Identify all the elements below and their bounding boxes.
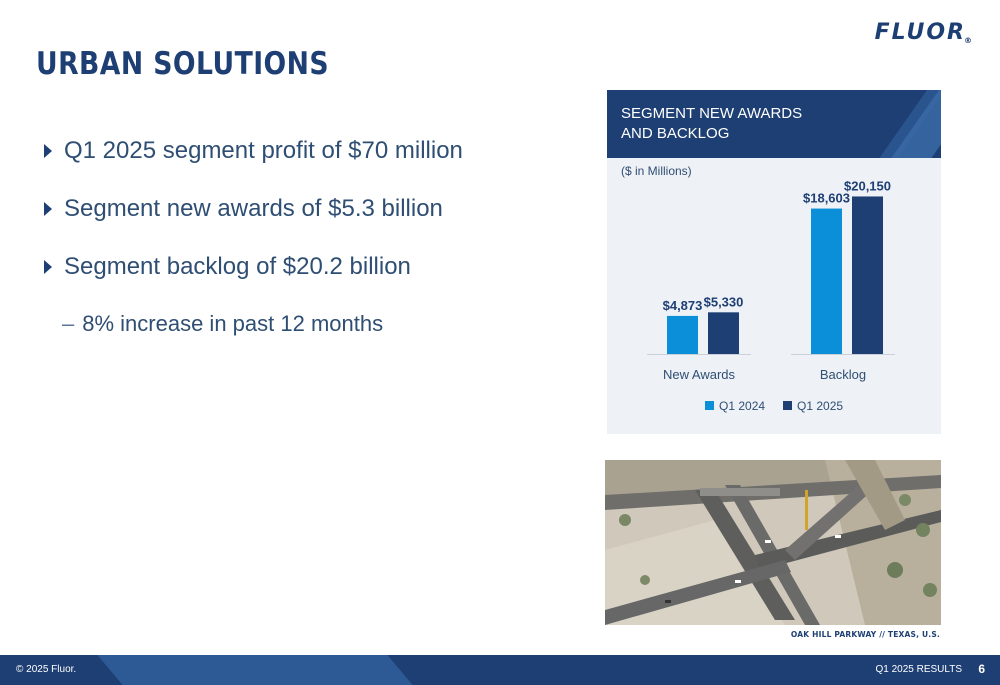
chart-panel — [607, 90, 941, 434]
footer-bar — [0, 655, 1000, 685]
copyright: © 2025 Fluor. — [16, 664, 77, 675]
report-label: Q1 2025 RESULTS — [875, 664, 962, 675]
bar-q1-2025-new-awards — [708, 312, 739, 354]
bullet-item-backlog — [40, 238, 580, 296]
bar-q1-2024-backlog — [811, 209, 842, 354]
sub-bullet-item — [62, 296, 580, 352]
legend-swatch — [705, 401, 714, 410]
bullet-item-new-awards — [40, 180, 580, 238]
fluor-logo: FLUOR® — [874, 20, 974, 45]
category-label: New Awards — [662, 367, 736, 382]
photo-caption: OAK HILL PARKWAY // TEXAS, U.S. — [790, 630, 940, 639]
page-number: 6 — [978, 662, 985, 676]
bar-chart — [607, 90, 941, 434]
chart-title: SEGMENT NEW AWARDS AND BACKLOG — [621, 105, 803, 142]
legend-label: Q1 2024 — [719, 399, 766, 413]
sub-bullet-text: 8% increase in past 12 months — [82, 311, 384, 336]
chart-unit-label: ($ in Millions) — [621, 164, 692, 178]
data-label: $5,330 — [703, 294, 744, 310]
caret-right-icon — [44, 260, 52, 274]
legend-label: Q1 2025 — [797, 399, 844, 413]
data-label: $4,873 — [662, 297, 703, 313]
data-label: $18,603 — [803, 190, 850, 206]
legend-swatch — [783, 401, 792, 410]
caret-right-icon — [44, 144, 52, 158]
dash-icon: – — [62, 311, 75, 336]
page-title: URBAN SOLUTIONS — [36, 46, 330, 82]
bullet-text: Segment new awards of $5.3 billion — [64, 195, 443, 222]
category-label: Backlog — [819, 367, 867, 382]
data-label: $20,150 — [844, 178, 891, 194]
caret-right-icon — [44, 202, 52, 216]
bar-q1-2024-new-awards — [667, 316, 698, 354]
bar-q1-2025-backlog — [852, 196, 883, 354]
bullet-list — [40, 122, 580, 352]
aerial-highway-image — [605, 460, 941, 625]
bullet-item-profit — [40, 122, 580, 180]
bullet-text: Q1 2025 segment profit of $70 million — [64, 137, 463, 164]
bullet-text: Segment backlog of $20.2 billion — [64, 253, 411, 280]
project-photo — [605, 460, 941, 625]
